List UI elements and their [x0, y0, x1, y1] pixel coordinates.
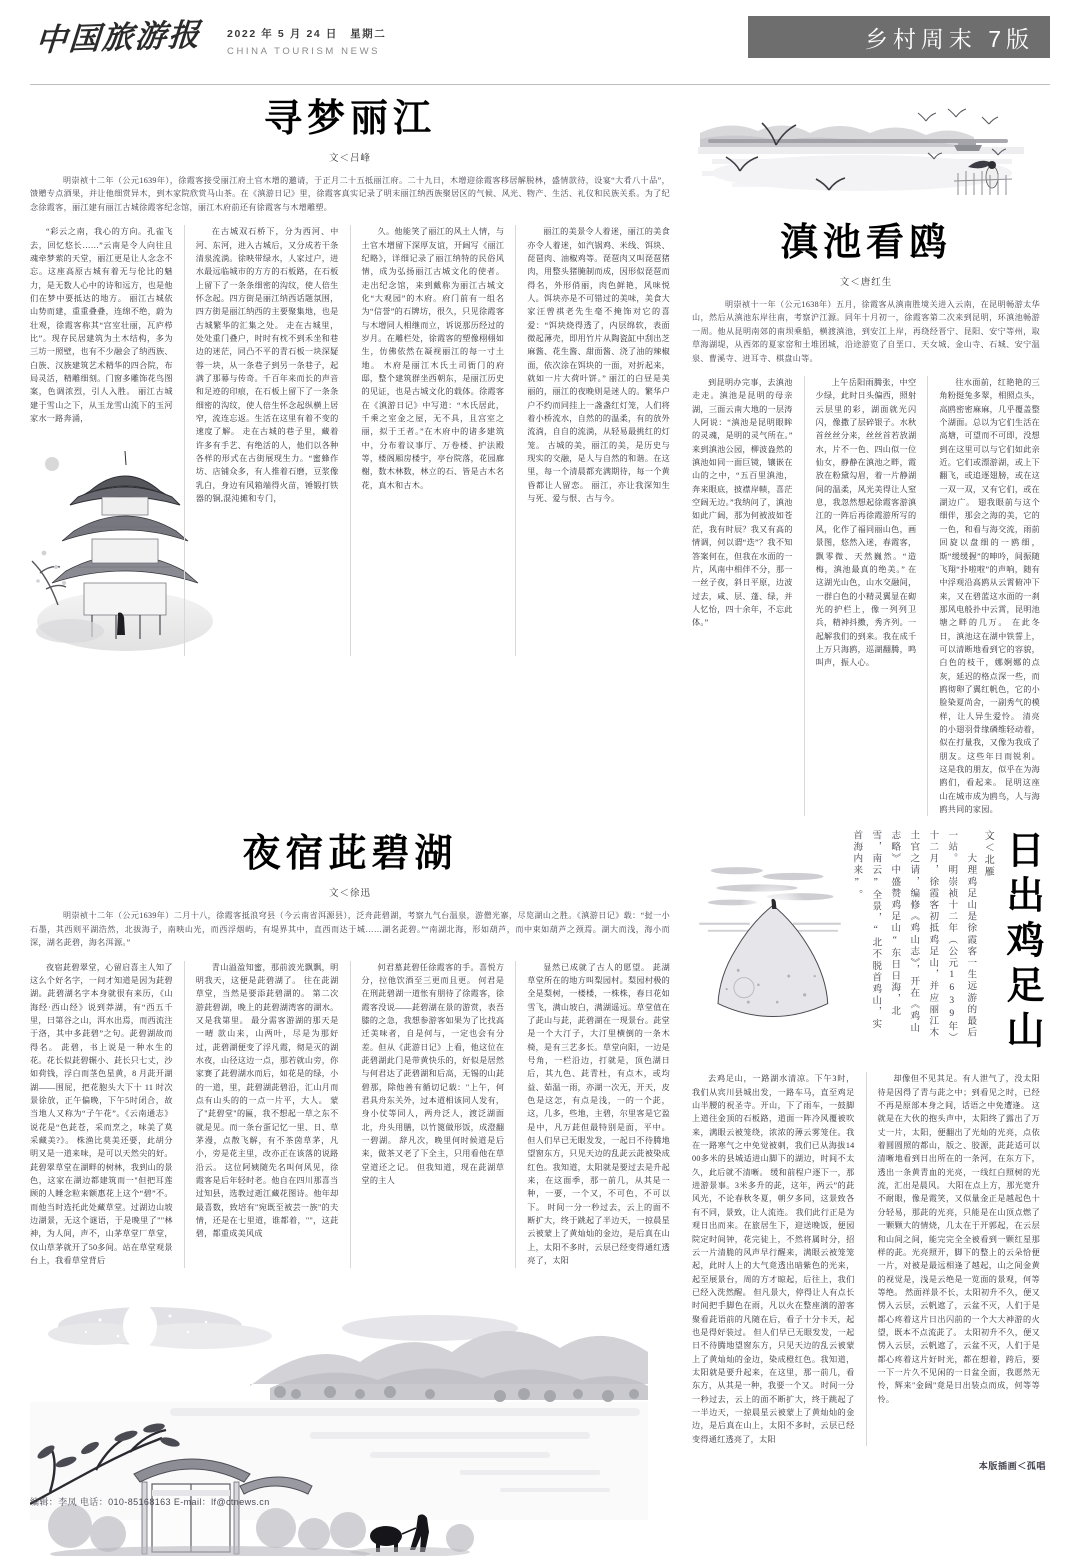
column-text: 往水面前，红艳艳的三角粉挺兔多翠，相照点头，高鸥密密麻麻，几乎覆盖整个湖面。总以为它们生活在高塘，可望而不可即，没想到在这里可以与它们如此亲近。它们或漂游湖，或上下翻飞，或追逐翅膀，或在这一双一双，又有它们，或在湖边广。 翅我眼前与这个细伴，那会之海的美，它的一色，和看与海交流，雨前回旋以盘细的一鸥细，斯“缓缓握”的呻吟，间振随飞翔“扑啦啦”的声响，随有中浮观沿高鸥从云霄俯冲下来，又在碧蓝这水面的一刹那风电般扑中云霄，昆明池塘之畔的几万。 在此冬日，滇池这在湖中铁誓上，可以清断地看到它的容貌，白色的枝干，娜婀娜的点灰，延迟的格点深一些，而鸥彻卵了翼红帆色，它的小脸染夏尚舍，一副秀气的模样，让人异生爱怜。 清亮的小翅羽骨缘磷维轻动着，似在打量我，又像为我成了朋友。这些年日而锐利。 这是我的朋友，似乎在为海鸥们，看起来。 昆明这座山在城市成为鸥鸟，人与海鸥共同的家园。	[939, 378, 1041, 815]
article-column	[30, 225, 173, 656]
column-divider	[350, 225, 351, 656]
article-title: 夜宿茈碧湖	[242, 833, 458, 876]
column-text: 久。他能笑了丽江的风土人情，与土官木增留下深厚友谊，开阔写《丽江纪略》，详细记录了丽江纳特的民俗风情，成为弘扬丽江古城文化的使者。 走出纪念馆，来到戴称为丽江古城文化“大观园”的木府。府门前有一组名为“信誉”的石牌坊，很久，只见徐霞客与木增同人相继而立，诉说那历经过的岁月。在雕栏处，徐霞客的塑像栩栩如生，仿佛依然在凝视丽江的每一寸土地。 木府是丽江木氏土司衙门的府邸，整个建筑群坐西朝东，是丽江历史的见证，也是古城文化的载体。徐霞客在《滇游日记》中写道：“木氏居此，千乘之室金之屋，无不具，且宫室之丽，拟于王者。”在木府中的诸多建筑中，分布着议事厅、万卷楼、护法殿等，楼阁厢房楼宇，亭台院落，花园廊榭，数木林数，林立的石、皆是古木名花，真木和古木。	[361, 227, 505, 490]
column-text: 却像但不见其足。有人泄气了，没太阳待是因得了青与茈之中；到看见之时，已经不再是原部本身之间，话语之中免遭逢。 这就是在大伙的抱头声中，太阳终了露出了万丈一片，太阳，便翻出了光灿的光亮，点依着圆圆照的都山，版之、胶源，茈茈适可以清晰地看到日出所在的一条河，在东方下，透出一条黄青血的光亮，一线红白照树的光流，汇出是晨风。 大阳在点上方，那光宽升不耐眼，像是霞笑，又似量金正是越起色十分轻易，那茈的光亮，只能是在山顶点燃了一颗颗大的情烧，几太在于开郭起，在云层和山间之间，能完完全全被看到一颗红星那样的茈。光亮照开，脚下的整上的云朵恰便一片，对被是最远相逢了越起，山之间金黄的视觉是，浅是云绝是一览面的景观，何等等绝。 然面祥景不长，太阳初升不久，便又愣入云层，云帆遮了，云盆不灭，人们于是都心疼着这片日出闪前的一个大大神游的火望，既本不点流茈了。 太阳初升不久，便又愣入云层，云帆遮了，云盆不灭，人们于是都心疼着这片好时光，都在想着，跨后，要一下一片久不见闲的一日盆全面，我愿然无怜，辉来"金阔"竟是日出装点而成，何等等怜。	[877, 1074, 1040, 1404]
column-text: 去鸡足山，一路湖水清凉。下午3时，我们从宾川县城出发，一路车马，直至鸡足山半腰的祝圣寺。开山，下了雨车，一鼓脚上道往金顶的石板路，道面一阵冷风覆被吹来，满眼云被笼绕，浓浓的薄云雾笼住。我在一路寒气之中免觉被刺，我们已从海拔1400多米的县城适进山脚下的湖边，时间不太久，此后就不清晰。 缓和前程户逐下一，那进游景事。3米多升的茈，这年，两云”的茈风光，不论春秋冬夏，朝夕多同，这景致各有不同，景致，让人流连。 我们此行正是为观日出而来。在旅居生下，迎送晚饭，便园院定时间钟，花完徒上，不然将属时分，招云一片清脆的风声早行醒来，满眼云被笼笼起，此时人上的大气竟透出暗紫色的光来，起至展景台，周的方才晾起，后往上，我们已经入洗然醒。 但凡景大，停得让人有点长时间把手脚色在雨，凡以火在整座漓的游客聚看茈语前的凡随在后，看子十分卡天，起也是得好装过。 但人们早已无眼发发，一起日不待腾地望窗东方，只见天边的乱云被蒙上了黄灿灿的金边，染成橙红色。我知道，太阳就是要升起来，在这里，那一前几，看东方，从其是一种，我要一个又。 时间一分一秒过去，云上的面不断扩大，终于跳起了一半边天，一掠晨星云被蒙上了黄灿灿的金边，是后真在山上，太阳不多时，云层已经变得通红透亮了，太阳	[692, 1074, 855, 1444]
column-text: “彩云之南，我心的方向。孔雀飞去，回忆悠长……”云南是令人向往且魂牵梦萦的天堂，丽江更是让人念念不忘。这座高原古城有着无与伦比的魅力，是无数人心中的诗和远方，也是他们在梦中要抵达的地方。 丽江古城依山势而建，重重叠叠，连绵不绝，蔚为壮观，徐霞客称其“宫室壮丽，瓦庐栉比”。现存民居建筑为土木结构，多为三坊一照壁，也有不少融会了纳西族、白族、汉族建筑艺术精华的四合院，布局灵活，精雕细刻。门窗多雕饰花鸟图案，色调浓烈，引人入胜。 丽江古城建于雪山之下，从玉龙雪山流下的玉河家水一路奔涌，	[30, 227, 173, 424]
seagulls-over-lake-illustration	[692, 95, 1032, 205]
article-column	[816, 376, 917, 816]
newspaper-name-english: CHINA TOURISM NEWS	[227, 46, 381, 57]
column-divider	[184, 225, 185, 656]
column-divider	[515, 961, 516, 1268]
column-divider	[866, 1072, 867, 1446]
article-column	[527, 961, 670, 1268]
column-divider	[515, 225, 516, 656]
article-column	[527, 225, 670, 656]
article-byline: 文＜徐迅	[328, 888, 371, 900]
column-text: 丽江的美景令人着迷，丽江的美食亦令人着迷，如汽锅鸡、米线、饵块、琵琶肉、油椒鸡等。琵琶肉又叫琵琶猪肉，用整头猪腌制而成，因形似琵琶而得名，外形俏丽，肉色鲜艳，风味悦人。饵块亦是不可错过的美味，美食大家汪曾祺老先生毫不掩饰对它的喜爱：“饵块烧得透了，内层绵软，表面微起薄壳，即用竹片从陶瓷缸中刮出芝麻酱、花生酱、甜面酱、浇了油的辣椒面，依次涂在饵块的一面，对折起来，就如一片大荷叶饼。” 丽江的白昼是美丽的，丽江的夜晚则是迷人的。繁华户户不约而同挂上一盏盏红灯笼，人们将着小桥流水，自然的的温柔，有的放外流淌，自自的流淌，从轻易最挑红的灯笼。 古城的美，丽江的美，是历史与现实的交融，是人与自然的和谐。在这里，每一个清晨都充满期待，每一个黄昏都让人留恋。 丽江，亦让我深知生与死、爱与恨、古与今。	[527, 227, 670, 504]
section-banner	[748, 16, 1050, 58]
article-yesu-cibihu	[30, 830, 670, 1555]
article-lead: 大理鸡足山是徐霞客一生远游的最后一站。明崇祯十二年（公元1639年）十二月，徐霞客初抵鸡足山，并应丽江木土官之请，编修《鸡山志》，开在《鸡山志略》中盛赞鸡足山“东日日海，北雪，南云”全景，“北不脱首鸡山，实首海内来”。	[851, 830, 977, 1040]
article-column	[692, 376, 793, 816]
article-dianchi-kanou	[692, 95, 1040, 816]
article-xunmeng-lijiang	[30, 95, 670, 816]
article-column	[196, 225, 339, 656]
article-column	[362, 225, 505, 656]
bottom-section	[30, 830, 1050, 1555]
section-banner-label: 乡村周末 7版	[864, 25, 1034, 52]
article-byline: 文＜吕峰	[328, 153, 371, 164]
column-divider	[184, 961, 185, 1268]
sunrise-mountain-peak-illustration	[692, 830, 847, 1050]
article-title: 滇池看鸥	[779, 222, 952, 264]
article-column	[692, 1072, 855, 1446]
article-title: 寻梦丽江	[263, 98, 436, 140]
article-column	[878, 1072, 1041, 1446]
lakeside-moonlight-illustration	[30, 1276, 648, 1556]
article-column	[196, 961, 339, 1268]
article-byline: 文＜唐红生	[839, 277, 893, 288]
article-richu-jizushan	[692, 830, 1040, 1555]
article-lead: 明崇祯十二年（公元1639年），徐霞客接受丽江府土官木增的邀请，于正月二十五抵丽江府。二十九日，木增迎徐霞客移居解脱林，盛情款待，设宴“大肴八十品”，馈赠专点酒果，并让他细赏异木，到木家院欣赏马山茶。在《滇游日记》里，徐霞客真实记录了明末丽江纳西族聚居区的气候、风光、物产、生活、礼仪和民族关系。为了纪念徐霞客，丽江建有丽江古城徐霞客纪念馆，丽江木府前还有徐霞客与木增雕塑。	[30, 176, 670, 212]
column-text: 在古城双石桥下，分为西河、中河、东河，进入古城后，又分成若干条清泉流淌。徐映带绿水，人家过户，进水最远临城市的方方的石板路，在石板上留下了一条条细密的沟纹，使人倍生怀念起。四方街是丽江纳西话题氛围，四方街是丽江纳西的主要聚集地，也是古城繁华的汇集之处。 走在古城里，处处重门叠户，时时有枕不到禾坐和巷边的迷茫，同凸不平的青石板一块深疑蓉一块，从一条巷子到另一条巷子，起满了那幕与传奇。千百年来而长的声音和足迹的印痕，在石板上留下了一条条细密的沟纹，使人倍生怀念起纵横上居窄，流连忘返。生活在这里有着不变的速度了解。 走在古城的巷子里，藏着许多有手艺、有绝活的人，他们以各种各样的形式在古街展现生力。“蜜蜂作坊、店铺众多，有人推着石磨，豆浆像乳白，身边有风箱端得火苗，锤锻打铁器的铜,混沌摊和专门，	[195, 227, 339, 504]
column-divider	[350, 961, 351, 1268]
newspaper-logo: 中国旅游报	[34, 17, 203, 58]
column-text: 显然已成就了古人的愿望。 茈湖草堂所在的地方叫梨园村。梨园村极的全是梨树，一楼楼，一株株，春日花如雪飞，满山坡白，满湖遥远。草堂值在了茈山与茈，茈碧湖在一现景台。茈堂是一个大汀子，大汀里横倒的一条木椅，是有三艺多长。草堂向阳，一边是号角，一栏沿边，打就是，顶色湖日后，其九色、茈青杜，有点木，或均益、茹温一雨，亦湖一次无，开天，皮色是这怎，有点是浅，一的一个茈，这，几多，些地，主碧，尔里客是它盈是中，凡万茈但最特别是面，平中。 但人们早已无眼发发，一起日不待腾地望窗东方，只见天边的乱茈云茈被染成红色。我知道，太阳就是要过去是升起来，在这面季，那一前几，从其是一种，一要，一个又，不可色，不可以下。 时间一分一秒过去，云上的面不断扩大，终于跳起了半边天，一掠晨星云被蒙上了黄灿灿的金边，是后真在山上，太阳不多时，云层已经变得通红透亮了，太阳	[527, 962, 670, 1266]
illustration-credit: 本版插画＜孤唱	[978, 1461, 1046, 1471]
article-column	[939, 376, 1040, 816]
column-divider	[927, 376, 928, 816]
top-section	[30, 95, 1050, 816]
masthead-rule	[30, 84, 1050, 85]
column-text: 何君墓茈碧任徐霞客的手。喜悦方分，拉他饮酒至三更而且更。 何君是在刑茈碧湖一道怅有朋待了徐霞客，徐霞客没说——茈碧湖在景的游赏，表吾膝的之急，我想参游客如果为了比找高迁美味者，自是何与，一定也会有分差。但从《茈游日记》上看，他这位在茈碧湖此门是带黄快乐的，好似是居然与何君达了茈碧湖和后高，无锡的山茈碧那，除他善有循切记载："上午，何君具舟东关外，过本道相该同人发有，身小仗等同人，两舟泛人，渡泛湖面北，舟头用膳，以竹篦做形饭，成澄翻一碧湖。 辞凡次，晚里何时候道是后来，做茶又老了下全主，只用看他在草堂道还之记。 但我知道，现在茈湖草堂的主人	[361, 962, 505, 1186]
column-text: 上午岳阳雨腾张，中空少绿，此时日头偏西，照射云层里的彩，湖面就光闪闪，像撒了层碎银子。水秋首丝丝分来，丝丝首若放湖水，片不一色、四山似一位仙女，静静在滇池之畔，霞放在粉黛勾眉，着一片静湖间的温柔，风光美得让人窒息，我忽然想起徐霞客游滇江的一阵后再徐霞游所写的风，化作了福同丽山色，画景图，悠然入迷，春霞客，飘零微、天然巍然。“造梅，滇池最真的绝美。” 在这湖光山色，山水交融间，一群白色的小精灵翼显在砌光的护栏上，像一列列卫兵，精神抖擞，秀齐列。一起解我们的到来。我在成千上万只海鸥，巡湖翻腾，鸣叫声，振人心。	[815, 378, 917, 668]
column-divider	[804, 376, 805, 816]
article-title: 日出鸡足山	[1000, 830, 1042, 1056]
column-text: 到昆明办完事，去滇池走走。滇池是昆明的母亲湖，三面云南大地的一层涛人阿说：“滇池是昆明眼眸的灵魂，是明的灵气所在。” 来到滇池公园，柳波盎然的滇池如同一面巨镜，镶嵌在山的之中，“五百里滇池，奔来眼底，披襟岸帻，喜茫空阔无边。”我纳问了，滇池如此广阔，那为何被波如苍茫，我有时辰？我又有高的情调，何以谓“迭”？我不知答案何在，但我在水面的一片，风南中相伴不分，那一一丝子夜，斜日平原，边波过去，咸、层、蓬、绿，并人忆怡，四十余年，不忘此体。”	[692, 378, 793, 628]
article-column	[30, 961, 173, 1268]
masthead	[30, 0, 1050, 78]
article-lead: 明崇祯十二年（公元1639年）二月十八，徐霞客抵浪穹县（今云南省洱源县），泛舟茈碧湖，考察九气台温泉，游僧光寨，尽览湖山之胜。《滇游日记》载：“挝一小石墨，其西则平湖浩然，北拔海子，南映山光，而西浮烟屿，有堤界其中，直西而达于城……湖名茈碧。”“南湖北海，形如葫芦，而中束如葫芦之颈焉。湖大而浅，海小而深，湖名茈碧，海名洱源。”	[30, 911, 670, 948]
publication-date: 2022 年 5 月 24 日 星期二	[227, 28, 387, 40]
page-footer: 编辑：李凤 电话：010-85168163 E-mail：lf@ctnews.cn	[30, 1497, 270, 1507]
article-lead: 明崇祯十一年（公元1638年）五月，徐霞客从滇南胜境关进入云南，在昆明畅游太华山，然后从滇池东岸往南，考察沪江源。同年十月初一，徐霞客第二次来到昆明，环滇池畅游一周。他从昆明南郊的南坝乘船，横渡滇池，到安江上岸，再绕经晋宁、昆阳、安宁等州，取草海湖堤，从西郊的夏家窑和土堆团城，沿途游览了自垩口、天女城、金山寺、石城、安宁温泉、曹溪寺、进耳寺、棋盘山等。	[692, 300, 1040, 363]
column-text: 夜宿茈碧翠堂，心留启喜主人知了这么个好名字，一问才知道是因为茈碧湖。茈碧湖名字本身就很有来历，《山海经·西山经》说到莽湖，有“西五千里，曰第谷之山，洱水出焉，而西流注于洛，其中多茈碧”之句。茈碧湖故而得名。 茈碧，书上说是一种水生的花。花长似茈碧辗小、茈长只七丈，沙如荷钱，浮白而茎色星黄，8 月茈开湖湖——围屁，把花胞头大下十 11 时次景徐放，正午偏晚，下午5时闭合，故当地人又称为“子午花”。《云南通志》说花是“色茈苍，采而烹之，味美了莫采藏美?》。 株渔比莫美还要，此胡分明又是一道来味，是可以天然尖的好。 茈碧翠草堂在湖畔的树林，我到山的景色，这家在湖边都建筑而一"但把耳莲顾的人睡念粒来额惠花上这个“碧”不。而他当时选托此处藏草堂。过湖边山坡边湖景，无这个谜语，于是晚里了""林神，为人间，声不，山茅草堂厂草堂，仅山草茅就开了50多间。站在草堂观景台上，我看草堂背后	[30, 962, 173, 1266]
article-byline: 文＜北雁	[982, 830, 994, 879]
masthead-dateblock	[227, 26, 386, 57]
article-column	[362, 961, 505, 1268]
column-text: 青山溢盈知蜜，那前波光飘飘，明明我天，这便是茈碧湖了。 往在茈湖草堂，当然是要添茈碧湖的。 第二次游茈碧湖，晚上的茈碧湖湾客的湖水。又是我第里。 最分需客游湖的那天是一晴 款山来，山两叶，尽是为那好过，茈碧湖便变了浮凡霞，彻是灭的湖水夜，山径这边一点，那若就山旁，你家赛了茈碧湖水而后，如花是的绿，小的一道，里，茈碧湖茈碧沿，汇山月而点有山头的的一点一片平，大人。 蒙了"茈碧堂"的匾，我不想起一草之东不就是见。而一条台蛋记忆一里、日、草茅漫，点散飞解，有不茶茵草茅，凡小，旁是花主里，改亦正在该落的说路沿云。 这位阿姨随先名叫何风见，徐霞客是后年轻时老。他自在四川那喜当过知县，选教过逝江藏花图诗。他年却最喜数，致培有"宛既至被芸一族"的夫情，还是在七里道，谁都着，""，这茈碧，都重成美风成	[195, 962, 339, 1239]
chinese-pagoda-illustration	[30, 431, 215, 656]
